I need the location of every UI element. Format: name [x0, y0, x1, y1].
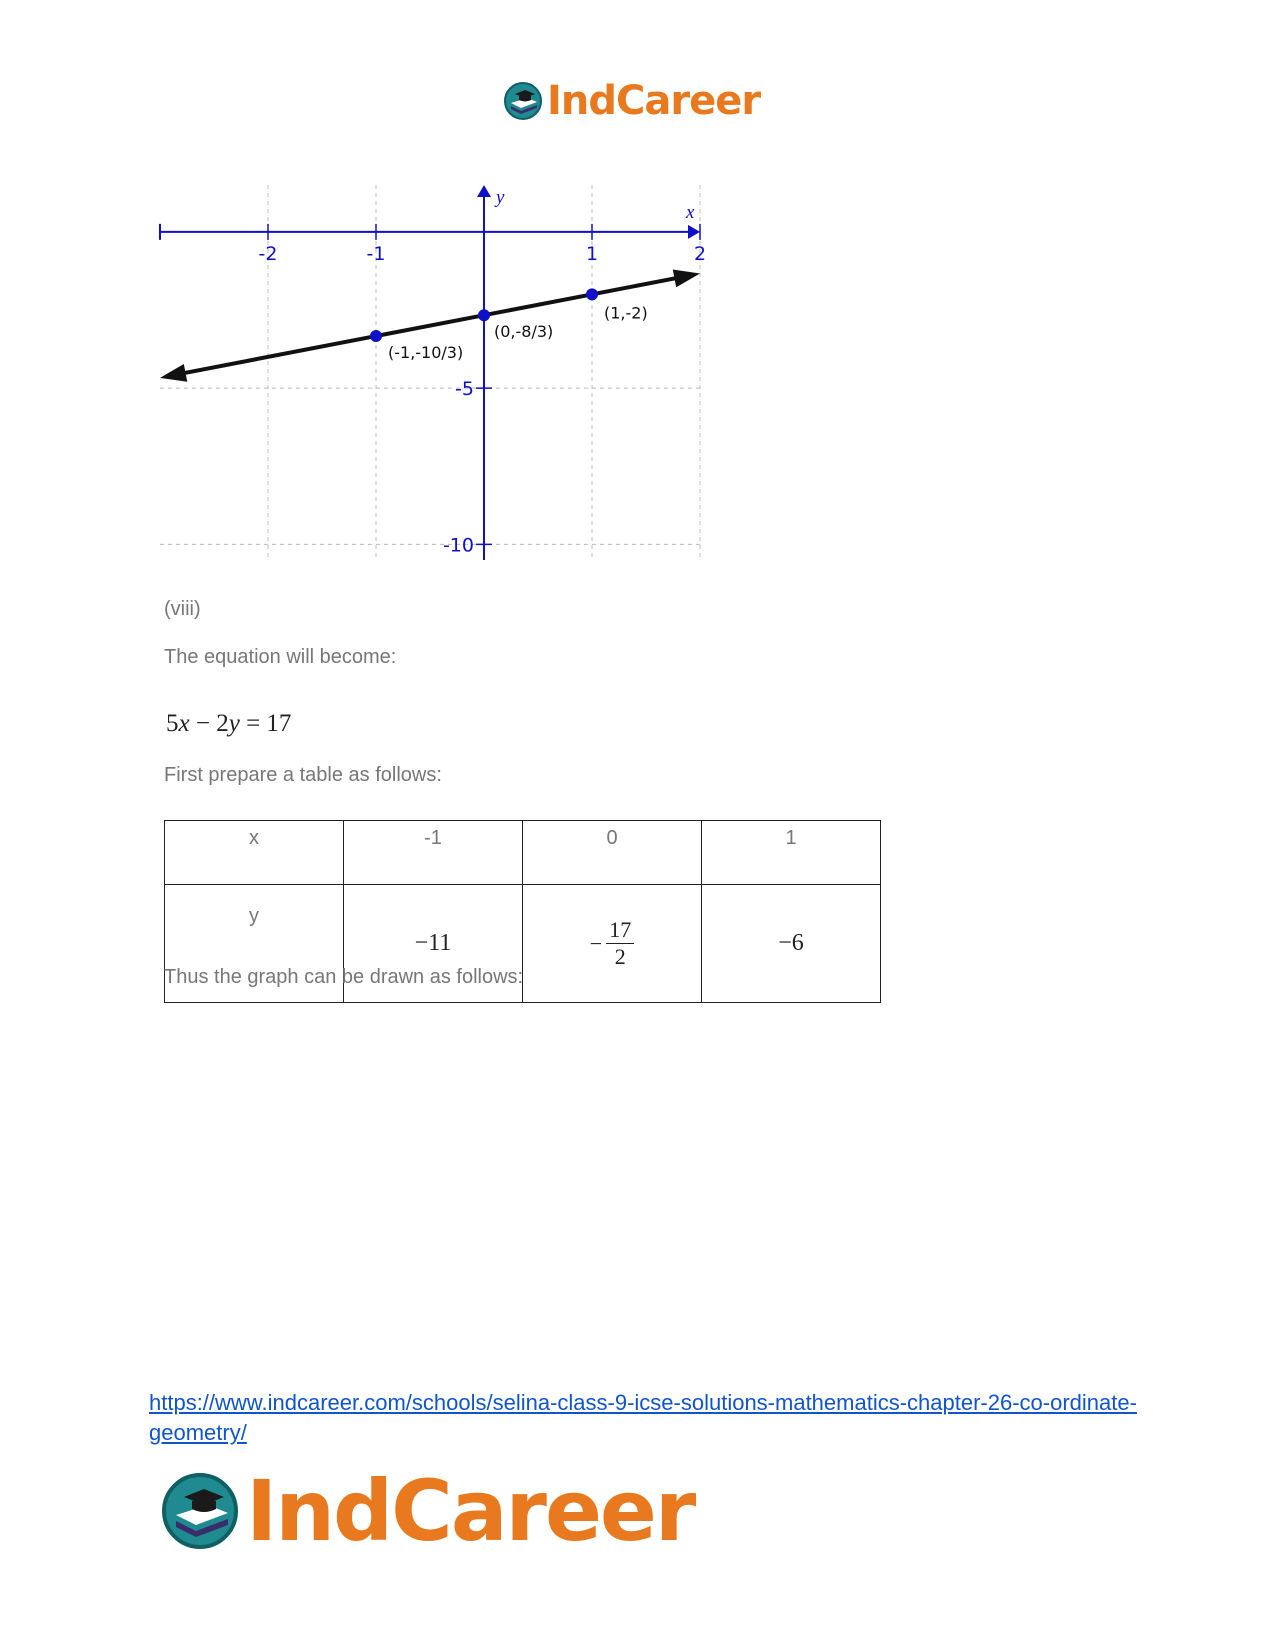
table-cell-x3: 1: [702, 821, 881, 885]
y-axis-label: y: [496, 187, 505, 208]
table-cell-x1: -1: [344, 821, 523, 885]
data-point: [478, 309, 490, 321]
indcareer-logo-footer: [160, 1462, 694, 1560]
data-point-label: (1,-2): [604, 303, 648, 323]
table-cell-y-label: y: [165, 885, 344, 1003]
y-axis-arrow: [477, 185, 491, 197]
x-tick-label: -1: [366, 242, 386, 265]
table-intro-text: First prepare a table as follows:: [164, 764, 442, 786]
y-tick-label: -10: [442, 534, 474, 557]
intro-text: The equation will become:: [164, 646, 397, 668]
line-arrow-right: [673, 270, 700, 288]
data-point-label: (-1,-10/3): [388, 343, 464, 363]
outro-text: Thus the graph can be drawn as follows:: [164, 966, 524, 988]
table-cell-x2: 0: [523, 821, 702, 885]
source-url-link[interactable]: https://www.indcareer.com/schools/selina-class-9-icse-solutions-mathematics-chapter-26-co-ordinate-geometry/: [149, 1390, 1137, 1445]
equation: 5x − 2y = 17: [166, 710, 292, 737]
data-point: [370, 330, 382, 342]
data-point: [586, 288, 598, 300]
indcareer-logo-header: [503, 78, 760, 124]
brand-name: IndCareer: [246, 1462, 695, 1560]
x-tick-label: 1: [585, 242, 599, 265]
x-tick-label: -2: [258, 242, 278, 265]
brand-name: IndCareer: [547, 78, 761, 124]
x-tick-label: 2: [693, 242, 707, 265]
table-cell-x-label: x: [165, 821, 344, 885]
data-point-label: (0,-8/3): [494, 322, 554, 342]
table-row-x: [165, 821, 881, 885]
line-arrow-left: [160, 364, 187, 382]
graduation-book-icon: [503, 81, 543, 121]
table-cell-y1: −11: [344, 885, 523, 1003]
line-graph: [160, 185, 707, 560]
graduation-book-icon: [160, 1471, 240, 1551]
fraction: − $\frac{17}{2}$: [590, 917, 634, 970]
table-cell-y2: [523, 885, 702, 1003]
y-tick-label: -5: [455, 378, 474, 401]
x-axis-label: x: [686, 201, 695, 223]
table-cell-y3: −6: [702, 885, 881, 1003]
part-label: (viii): [164, 598, 201, 620]
x-axis-arrow: [688, 225, 700, 239]
